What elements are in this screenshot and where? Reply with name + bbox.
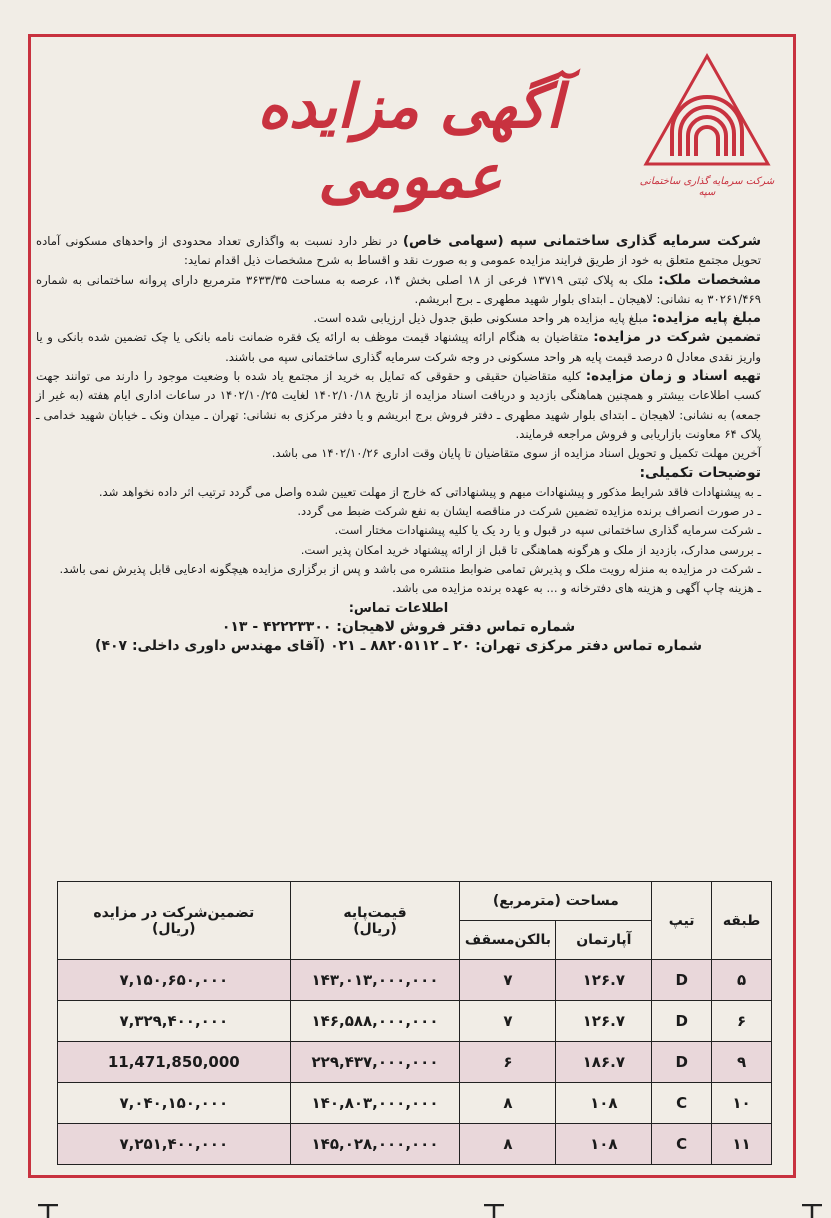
header-area: مساحت (مترمربع) xyxy=(460,882,652,921)
company-name: شرکت سرمایه گذاری ساختمانی سپه (سهامی خاص) xyxy=(402,233,761,249)
cell-guarantee: 11,471,850,000 xyxy=(58,1042,291,1083)
section-text: متقاضیان به هنگام ارائه پیشنهاد قیمت موظف به ارائه یک فقره ضمانت نامه بانکی یا چک تضمین شده بانکی و یا واریز نقدی معادل ۵ درصد قیمت پایه هر واحد مسکونی در وجه شرکت سرمایه گذاری ساختمانی سپه می باشند. xyxy=(36,330,761,364)
cell-apartment: ۱۰۸ xyxy=(556,1083,652,1124)
cell-floor: ۶ xyxy=(712,1001,772,1042)
cell-guarantee: ۷,۳۲۹,۴۰۰,۰۰۰ xyxy=(58,1001,291,1042)
note-item: ـ شرکت در مزایده به منزله رویت ملک و پذیرش تمامی ضوابط منتشره می باشد و پس از برگزاری مزایده هیچگونه ادعایی قابل پذیرش نمی باشد. xyxy=(59,562,761,577)
cell-guarantee: ۷,۲۵۱,۴۰۰,۰۰۰ xyxy=(58,1124,291,1165)
section-documents xyxy=(36,367,761,444)
cell-floor: ۱۰ xyxy=(712,1083,772,1124)
cell-balcony: ۷ xyxy=(460,960,556,1001)
note-item: ـ شرکت سرمایه گذاری ساختمانی سپه در قبول و یا رد یک یا کلیه پیشنهادات مختار است. xyxy=(334,523,761,538)
ad-body xyxy=(36,232,761,657)
ad-header xyxy=(40,42,785,222)
cell-type: D xyxy=(652,1001,712,1042)
section-label: مبلغ پایه مزایده: xyxy=(651,310,761,327)
cell-balcony: ۸ xyxy=(460,1083,556,1124)
cell-guarantee: ۷,۱۵۰,۶۵۰,۰۰۰ xyxy=(58,960,291,1001)
intro-text: در نظر دارد نسبت به واگذاری تعداد محدودی از واحدهای مسکونی آماده تحویل مجتمع متعلق به خود از طریق فرایند مزایده عمومی و به صورت نقد و اقساط به شرح مشخصات ذیل اقدام نماید: xyxy=(36,234,761,268)
section-label: تضمین شرکت در مزایده: xyxy=(593,329,761,346)
contact-block xyxy=(36,599,761,657)
section-label: تهیه اسناد و زمان مزایده: xyxy=(585,368,761,385)
cut-mark-icon xyxy=(800,1204,824,1218)
deadline-text: آخرین مهلت تکمیل و تحویل اسناد مزایده از سوی متقاضیان تا پایان وقت اداری ۱۴۰۲/۱۰/۲۶ می باشد. xyxy=(271,446,761,461)
cell-type: D xyxy=(652,1042,712,1083)
contact-lahijan: شماره تماس دفتر فروش لاهیجان: ۴۲۲۲۳۳۰۰ - ۰۱۳ xyxy=(221,618,576,635)
cell-apartment: ۱۲۶.۷ xyxy=(556,960,652,1001)
cell-type: C xyxy=(652,1124,712,1165)
section-text: ملک به پلاک ثبتی ۱۳۷۱۹ فرعی از ۱۸ اصلی بخش ۱۴، عرصه به مساحت ۳۶۳۳/۳۵ مترمربع دارای پروانه ساختمانی به شماره ۳۰۲۶۱/۴۶۹ به نشانی: لاهیجان ـ ابتدای بلوار شهید مطهری ـ برج ابریشم. xyxy=(36,272,761,306)
note-item: ـ در صورت انصراف برنده مزایده تضمین شرکت در مناقصه ایشان به نفع شرکت ضبط می گردد. xyxy=(297,504,761,519)
logo-caption: شرکت سرمایه گذاری ساختمانی سپه xyxy=(639,176,775,198)
intro-paragraph xyxy=(36,232,761,271)
table-row xyxy=(58,1083,772,1124)
cell-floor: ۱۱ xyxy=(712,1124,772,1165)
section-property xyxy=(36,271,761,310)
section-guarantee xyxy=(36,328,761,367)
cell-floor: ۹ xyxy=(712,1042,772,1083)
cut-mark-icon xyxy=(482,1204,506,1218)
cell-type: D xyxy=(652,960,712,1001)
cell-apartment: ۱۲۶.۷ xyxy=(556,1001,652,1042)
triangle-arches-icon xyxy=(642,52,772,172)
note-item: ـ هزینه چاپ آگهی و هزینه های دفترخانه و ... به عهده برنده مزایده می باشد. xyxy=(392,581,761,596)
header-base-price: قیمت‌پایه (ریال) xyxy=(290,882,460,960)
units-table xyxy=(57,881,772,1165)
section-text: مبلغ پایه مزایده هر واحد مسکونی طبق جدول ذیل ارزیابی شده است. xyxy=(313,311,652,326)
table-row xyxy=(58,1042,772,1083)
ad-title: آگهی مزایده عمومی xyxy=(257,72,563,212)
note-item: ـ بررسی مدارک، بازدید از ملک و هرگونه هماهنگی تا قبل از ارائه پیشنهاد خرید امکان پذیر است. xyxy=(300,542,761,557)
contact-heading: اطلاعات تماس: xyxy=(348,600,449,616)
header-balcony: بالکن‌مسقف xyxy=(460,921,556,960)
cell-balcony: ۶ xyxy=(460,1042,556,1083)
cell-base-price: ۱۴۳,۰۱۳,۰۰۰,۰۰۰ xyxy=(290,960,460,1001)
cell-apartment: ۱۸۶.۷ xyxy=(556,1042,652,1083)
cell-base-price: ۲۲۹,۴۳۷,۰۰۰,۰۰۰ xyxy=(290,1042,460,1083)
table-row xyxy=(58,960,772,1001)
cell-base-price: ۱۴۵,۰۲۸,۰۰۰,۰۰۰ xyxy=(290,1124,460,1165)
cell-base-price: ۱۴۰,۸۰۳,۰۰۰,۰۰۰ xyxy=(290,1083,460,1124)
header-type: تیپ xyxy=(652,882,712,960)
cell-balcony: ۸ xyxy=(460,1124,556,1165)
cell-guarantee: ۷,۰۴۰,۱۵۰,۰۰۰ xyxy=(58,1083,291,1124)
section-text: کلیه متقاضیان حقیقی و حقوقی که تمایل به خرید از مجتمع یاد شده با وضعیت موجود را دارند می توانند جهت کسب اطلاعات بیشتر و همچنین هماهنگی بازدید و دریافت اسناد مزایده از تاریخ ۱۴۰۲/۱۰/۱۸ لغایت ۱۴۰۲/۱۰/۲۵ در ساعات اداری ایام هفته (به غیر از جمعه) به نشانی: لاهیجان ـ ابتدای بلوار شهید مطهری ـ دفتر فروش برج ابریشم و یا دفتر مرکزی به نشانی: تهران ـ میدان ونک ـ خیابان شهید خدامی ـ پلاک ۶۴ معاونت بازاریابی و فروش مراجعه فرمایند. xyxy=(36,369,762,441)
header-floor: طبقه xyxy=(712,882,772,960)
section-label: مشخصات ملک: xyxy=(658,271,761,288)
cell-type: C xyxy=(652,1083,712,1124)
table-row xyxy=(58,1001,772,1042)
table-row xyxy=(58,1124,772,1165)
note-item: ـ به پیشنهادات فاقد شرایط مذکور و پیشنهادات مبهم و پیشنهاداتی که خارج از مهلت تعیین شده واصل می گردد ترتیب اثر داده نخواهد شد. xyxy=(98,484,761,499)
cut-mark-icon xyxy=(36,1204,60,1218)
cell-floor: ۵ xyxy=(712,960,772,1001)
cell-balcony: ۷ xyxy=(460,1001,556,1042)
cell-base-price: ۱۴۶,۵۸۸,۰۰۰,۰۰۰ xyxy=(290,1001,460,1042)
header-guarantee: تضمین‌شرکت در مزایده (ریال) xyxy=(58,882,291,960)
section-base-price xyxy=(36,309,761,328)
header-apartment: آپارتمان xyxy=(556,921,652,960)
company-logo xyxy=(637,52,777,222)
contact-tehran: شماره تماس دفتر مرکزی تهران: ۲۰ ـ ۸۸۲۰۵۱۱۲ ـ ۰۲۱ (آقای مهندس داوری داخلی: ۴۰۷) xyxy=(95,638,702,655)
cell-apartment: ۱۰۸ xyxy=(556,1124,652,1165)
notes-title: توضیحات تکمیلی: xyxy=(639,464,761,481)
